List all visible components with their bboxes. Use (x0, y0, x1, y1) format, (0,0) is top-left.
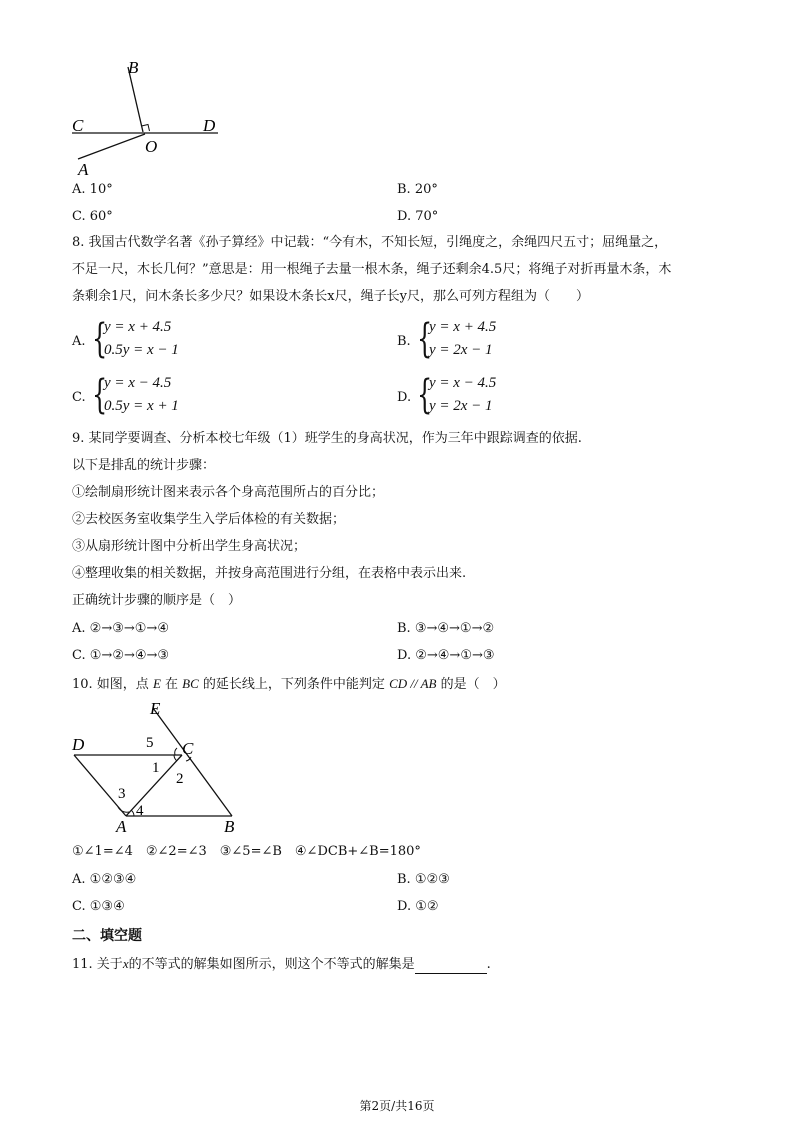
fig7-label-b: B (128, 58, 139, 77)
q9-question: 正确统计步骤的顺序是（ ） (72, 593, 242, 608)
stem-text: 的不等式的解集如图所示，则这个不等式的解集是 (128, 957, 415, 972)
option-key: D. (397, 209, 412, 224)
option-key: A. (72, 621, 86, 636)
option-key: B. (397, 872, 411, 887)
answer-blank[interactable] (415, 959, 487, 974)
point-e: E (152, 676, 161, 691)
q10-stem (72, 675, 506, 694)
figure-q7-angle (60, 55, 230, 180)
brace-icon: { (92, 316, 108, 362)
option-text: ②→④→①→③ (415, 648, 495, 663)
line-bce (153, 708, 232, 816)
option-key: B. (397, 621, 411, 636)
q9-option-a (72, 620, 169, 638)
fig7-label-d: D (203, 116, 216, 135)
equation-1: y = x + 4.5 (104, 319, 172, 335)
q9-option-d (397, 647, 495, 665)
q8-option-c-key: C. (72, 390, 86, 405)
fig10-angle-4: 4 (136, 803, 144, 819)
equation-1: y = x − 4.5 (104, 375, 172, 391)
figure-q10-parallelogram (60, 698, 250, 838)
q9-step-2: ②去校医务室收集学生入学后体检的有关数据； (72, 512, 346, 527)
fig10-label-e: E (150, 699, 161, 718)
q8-stem-line3: 条剩余1尺，问木条长多少尺？如果设木条长x尺，绳子长y尺，那么可列方程组为（ ） (72, 289, 589, 304)
option-key: C. (72, 648, 86, 663)
q11-stem (72, 955, 491, 974)
segment-bc: BC (182, 676, 199, 691)
q9-step-3: ③从扇形统计图中分析出学生身高状况； (72, 539, 307, 554)
q8-option-b-key: B. (397, 334, 411, 349)
q10-option-b (397, 871, 450, 889)
equation-2: y = 2x − 1 (429, 342, 493, 358)
q10-option-d (397, 898, 439, 916)
fig10-angle-1: 1 (152, 760, 160, 776)
q9-option-b (397, 620, 494, 638)
fig10-angle-3: 3 (118, 786, 126, 802)
q8-stem-line1: 8. 我国古代数学名著《孙子算经》中记载：“今有木，不知长短，引绳度之，余绳四尺五寸；屈绳量之， (72, 235, 668, 250)
option-text: ②→③→①→④ (89, 621, 169, 636)
fig10-label-c: C (182, 739, 194, 758)
equation-2: 0.5y = x + 1 (104, 398, 179, 414)
option-text: ①② (415, 899, 439, 914)
option-text: 70° (415, 209, 439, 224)
option-key: C. (72, 899, 86, 914)
option-text: ①②③④ (89, 872, 137, 887)
q9-intro: 以下是排乱的统计步骤： (72, 458, 216, 473)
q7-option-d (397, 208, 438, 226)
variable-x: x (122, 956, 129, 971)
fig7-label-a: A (78, 160, 89, 179)
option-key: D. (397, 899, 412, 914)
q7-option-c (72, 208, 113, 226)
stem-text: 的是（ ） (436, 677, 506, 692)
page-footer: 第2页/共16页 (359, 1099, 435, 1113)
fig10-angle-5: 5 (146, 735, 154, 751)
q7-option-b (397, 181, 438, 199)
option-text: ①③④ (89, 899, 125, 914)
q9-step-4: ④整理收集的相关数据，并按身高范围进行分组，在表格中表示出来. (72, 566, 467, 581)
equation-2: y = 2x − 1 (429, 398, 493, 414)
q9-step-1: ①绘制扇形统计图来表示各个身高范围所占的百分比； (72, 485, 385, 500)
q10-option-a (72, 871, 136, 889)
option-text: ①→②→④→③ (89, 648, 170, 663)
q8-stem-line2: 不足一尺，木长几何？”意思是：用一根绳子去量一根木条，绳子还剩余4.5尺；将绳子对折再量木条，木 (72, 262, 672, 277)
option-text: ③→④→①→② (414, 621, 495, 636)
angle-mark-1 (174, 755, 177, 761)
q10-option-c (72, 898, 125, 916)
ray-oa (78, 134, 145, 159)
option-key: C. (72, 209, 86, 224)
angle-mark-5 (175, 748, 177, 755)
fig7-label-c: C (72, 116, 84, 135)
q8-option-a-key: A. (72, 334, 86, 349)
option-text: ①②③ (414, 872, 450, 887)
q9-option-c (72, 647, 169, 665)
option-key: A. (72, 872, 86, 887)
brace-icon: { (92, 372, 108, 418)
stem-text: 在 (160, 677, 183, 692)
brace-icon: { (417, 316, 433, 362)
option-key: D. (397, 648, 412, 663)
q8-option-d-key: D. (397, 390, 412, 405)
equation-1: y = x − 4.5 (429, 375, 497, 391)
option-text: 20° (414, 182, 438, 197)
equation-1: y = x + 4.5 (429, 319, 497, 335)
q10-conditions: ①∠1=∠4 ②∠2=∠3 ③∠5=∠B ④∠DCB+∠B=180° (72, 844, 421, 859)
stem-text: 的延长线上，下列条件中能判定 (198, 677, 390, 692)
section-title-fill-in: 二、填空题 (72, 928, 142, 944)
brace-icon: { (417, 372, 433, 418)
q7-option-a (72, 181, 113, 199)
stem-text: 11. 关于 (72, 957, 123, 972)
stem-text: . (486, 957, 491, 972)
parallel-cd-ab: CD // AB (389, 676, 437, 691)
equation-2: 0.5y = x − 1 (104, 342, 179, 358)
fig10-angle-2: 2 (176, 771, 184, 787)
option-text: 60° (89, 209, 113, 224)
option-key: A. (72, 182, 86, 197)
stem-text: 10. 如图，点 (72, 677, 153, 692)
q9-stem: 9. 某同学要调查、分析本校七年级（1）班学生的身高状况，作为三年中跟踪调查的依据. (72, 431, 582, 446)
angle-mark-4 (131, 810, 134, 816)
fig10-label-a: A (116, 817, 127, 836)
fig7-label-o: O (145, 137, 158, 156)
option-key: B. (397, 182, 411, 197)
fig10-label-d: D (72, 735, 85, 754)
fig10-label-b: B (224, 817, 235, 836)
option-text: 10° (89, 182, 113, 197)
